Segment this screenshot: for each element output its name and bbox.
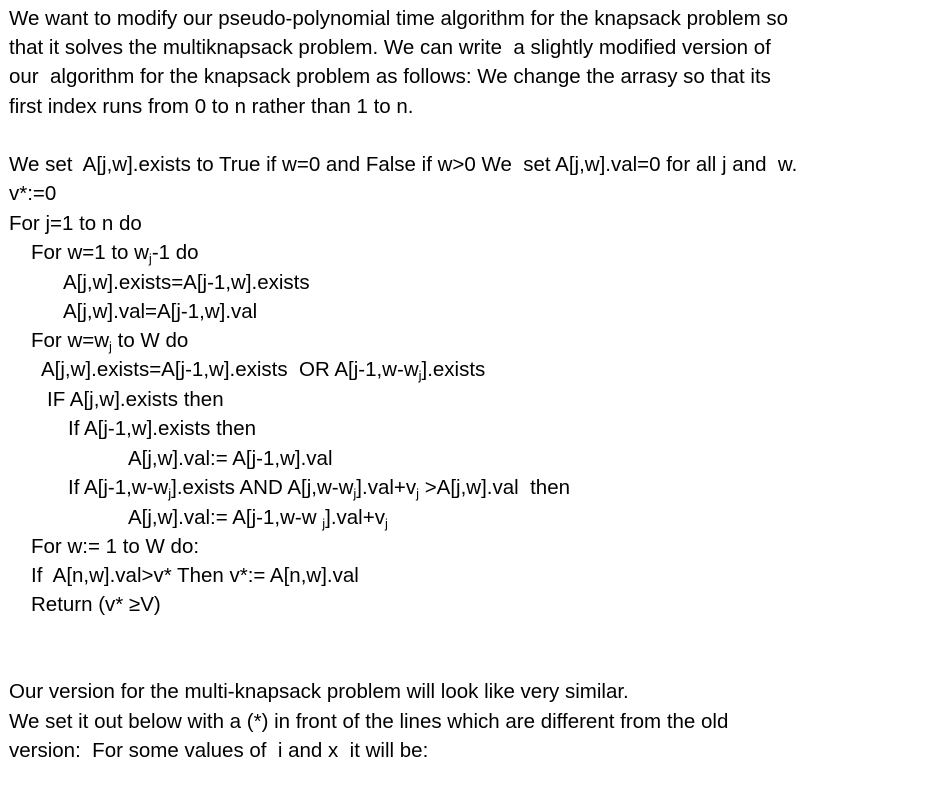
- algo-assign-exists: A[j,w].exists=A[j-1,w].exists: [63, 271, 310, 294]
- algo-assign-val: A[j,w].val=A[j-1,w].val: [63, 300, 258, 323]
- algo-return: Return (v* ≥V): [31, 593, 161, 616]
- intro-line-1: We want to modify our pseudo-polynomial time algorithm for the knapsack problem so: [9, 7, 788, 30]
- outro-line-1: Our version for the multi-knapsack problem will look like very similar.: [9, 680, 629, 703]
- algo-loop-final: For w:= 1 to W do:: [31, 535, 200, 558]
- algo-if-exists: IF A[j,w].exists then: [47, 388, 224, 411]
- intro-line-2: that it solves the multiknapsack problem. We can write a slightly modified version of: [9, 36, 771, 59]
- algo-vstar-init: v*:=0: [9, 182, 57, 205]
- intro-line-4: first index runs from 0 to n rather than 1 to n.: [9, 95, 414, 118]
- outro-line-2: We set it out below with a (*) in front of the lines which are different from the old: [9, 710, 729, 733]
- intro-line-3: our algorithm for the knapsack problem as follows: We change the arrasy so that its: [9, 65, 771, 88]
- algo-if-and: If $A[j-1,w-w_j].exists$ AND $A[j,w-w_j].val+v_j >A[j,w].val$ then: [68, 476, 570, 501]
- algo-exists-or: A[j,w].exists=A[j-1,w].exists OR $A[j-1,w-w_j].exists$: [41, 358, 486, 383]
- algo-if-final: If A[n,w].val>v* Then v*:= A[n,w].val: [31, 564, 359, 587]
- algo-if-prev-exists: If A[j-1,w].exists then: [68, 417, 256, 440]
- algo-val-prev: A[j,w].val:= A[j-1,w].val: [128, 447, 333, 470]
- algo-loop-w1: For w=1 to $w_j-1$ do: [31, 241, 199, 266]
- algo-loop-w2: For $w=w_j$ to W do: [31, 329, 189, 354]
- outro-line-3: version: For some values of i and x it will be:: [9, 739, 429, 762]
- algo-init-line: We set A[j,w].exists to True if w=0 and False if w>0 We set A[j,w].val=0 for all j and w.: [9, 153, 798, 176]
- algo-loop-j: For j=1 to n do: [9, 212, 142, 235]
- algo-val-update: A[j,w].val:= A[j-1,w-w $_j].val+v_j$: [128, 506, 388, 531]
